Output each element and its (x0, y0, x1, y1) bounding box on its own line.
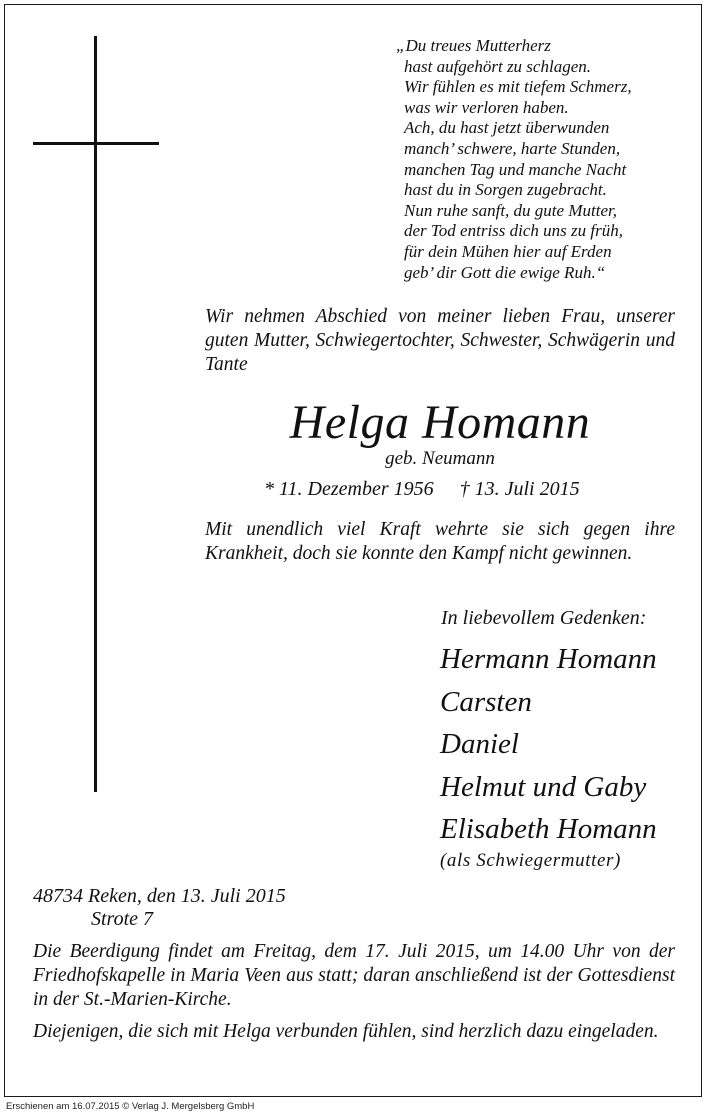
poem-line: Wir fühlen es mit tiefem Schmerz, (404, 77, 632, 97)
death-date: † 13. Juli 2015 (459, 478, 580, 500)
invitation-text: Diejenigen, die sich mit Helga verbunden fühlen, sind herzlich dazu eingeladen. (33, 1021, 659, 1042)
poem-line: geb’ dir Gott die ewige Ruh.“ (404, 262, 606, 282)
poem-line: manch’ schwere, harte Stunden, (404, 138, 621, 158)
mourner-name: Elisabeth Homann (440, 813, 657, 845)
mourner-note: (als Schwiegermutter) (440, 849, 621, 871)
life-dates (264, 477, 664, 501)
mourner-name: Carsten (440, 685, 532, 718)
mourner-name: Daniel (440, 728, 519, 760)
street-address: Strote 7 (91, 908, 154, 930)
birth-date: * 11. Dezember 1956 (264, 478, 434, 500)
mourners-list (440, 638, 657, 871)
memory-heading: In liebevollem Gedenken: (441, 607, 647, 629)
poem-line: Nun ruhe sanft, du gute Mutter, (404, 200, 617, 220)
poem-line: „Du treues Mutterherz (396, 36, 551, 55)
poem-line: manchen Tag und manche Nacht (404, 159, 627, 179)
cross-horizontal-bar (33, 142, 159, 145)
poem-line: hast aufgehört zu schlagen. (404, 56, 591, 76)
mourner-name: Helmut und Gaby (440, 770, 647, 803)
poem-line: der Tod entriss dich uns zu früh, (404, 221, 623, 241)
poem-line: was wir verloren haben. (404, 97, 569, 117)
funeral-text: Die Beerdigung findet am Freitag, dem 17. Juli 2015, um 14.00 Uhr von der Friedhofskapelle in Maria Veen aus statt; daran anschließend ist der Gottesdienst in der St.-Marien-Kirche. (33, 941, 675, 1010)
poem-line: hast du in Sorgen zugebracht. (404, 180, 607, 200)
intro-text: Wir nehmen Abschied von meiner lieben Frau, unserer guten Mutter, Schwiegertochter, Schwester, Schwägerin und Tante (205, 306, 675, 375)
mourner-name: Hermann Homann (440, 643, 657, 675)
deceased-name: Helga Homann (289, 396, 591, 449)
illness-text: Mit unendlich viel Kraft wehrte sie sich gegen ihre Krankheit, doch sie konnte den Kampf nicht gewinnen. (205, 519, 675, 564)
publication-footer: Erschienen am 16.07.2015 © Verlag J. Mergelsberg GmbH (6, 1101, 255, 1112)
maiden-name: geb. Neumann (385, 448, 495, 469)
poem-line: für dein Mühen hier auf Erden (404, 241, 612, 261)
cross-vertical-bar (94, 36, 97, 792)
place-date: 48734 Reken, den 13. Juli 2015 (33, 885, 286, 907)
poem-line: Ach, du hast jetzt überwunden (404, 118, 610, 138)
poem (396, 36, 696, 283)
